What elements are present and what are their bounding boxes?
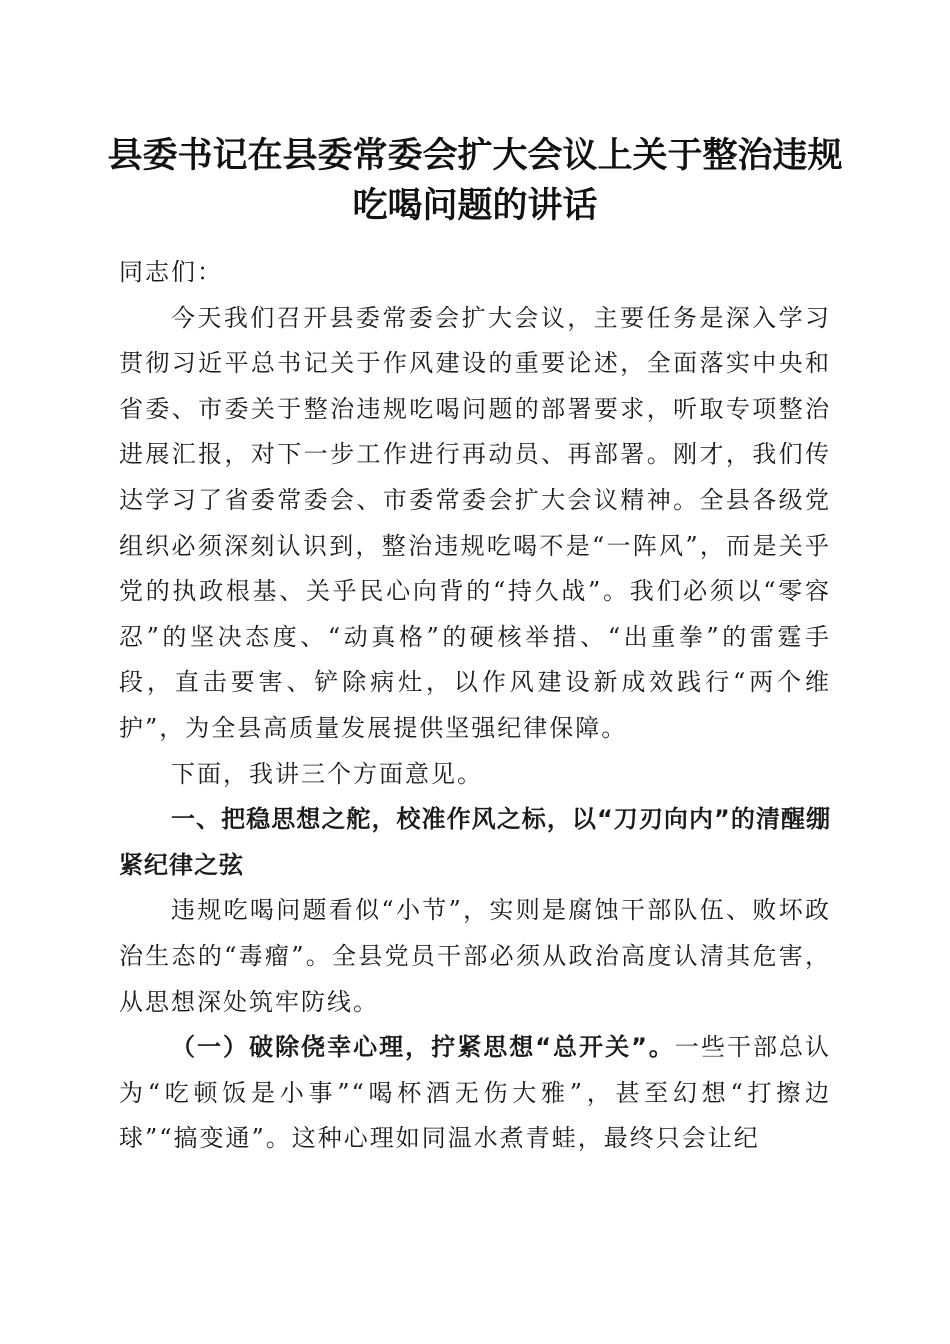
document-title: 县委书记在县委常委会扩大会议上关于整治违规吃喝问题的讲话 xyxy=(107,135,843,226)
subsection-1-text: 一些干部总认为“吃顿饭是小事”“喝杯酒无伤大雅”，甚至幻想“打擦边球”“搞变通”。这种心理如同温水煮青蛙，最终只会让纪 xyxy=(119,1033,832,1153)
transition-paragraph: 下面，我讲三个方面意见。 xyxy=(171,759,483,788)
section-heading-1: 一、把稳思想之舵，校准作风之标，以“刀刃向内”的清醒绷紧纪律之弦 xyxy=(119,805,831,879)
subsection-1-paragraph xyxy=(119,1025,831,1162)
salutation: 同志们： xyxy=(119,258,223,286)
document-body xyxy=(119,250,831,1162)
intro-paragraph: 今天我们召开县委常委会扩大会议，主要任务是深入学习贯彻习近平总书记关于作风建设的重要论述，全面落实中央和省委、市委关于整治违规吃喝问题的部署要求，听取专项整治进展汇报，对下一步工作进行再动员、再部署。刚才，我们传达学习了省委常委会、市委常委会扩大会议精神。全县各级党组织必须深刻认识到，整治违规吃喝不是“一阵风”，而是关乎党的执政根基、关乎民心向背的“持久战”。我们必须以“零容忍”的坚决态度、“动真格”的硬核举措、“出重拳”的雷霆手段，直击要害、铲除病灶，以作风建设新成效践行“两个维护”，为全县高质量发展提供坚强纪律保障。 xyxy=(119,303,831,742)
section-1-paragraph: 违规吃喝问题看似“小节”，实则是腐蚀干部队伍、败坏政治生态的“毒瘤”。全县党员干部必须从政治高度认清其危害，从思想深处筑牢防线。 xyxy=(119,896,831,1016)
subsection-1-heading: （一）破除侥幸心理，拧紧思想“总开关”。 xyxy=(171,1033,675,1062)
